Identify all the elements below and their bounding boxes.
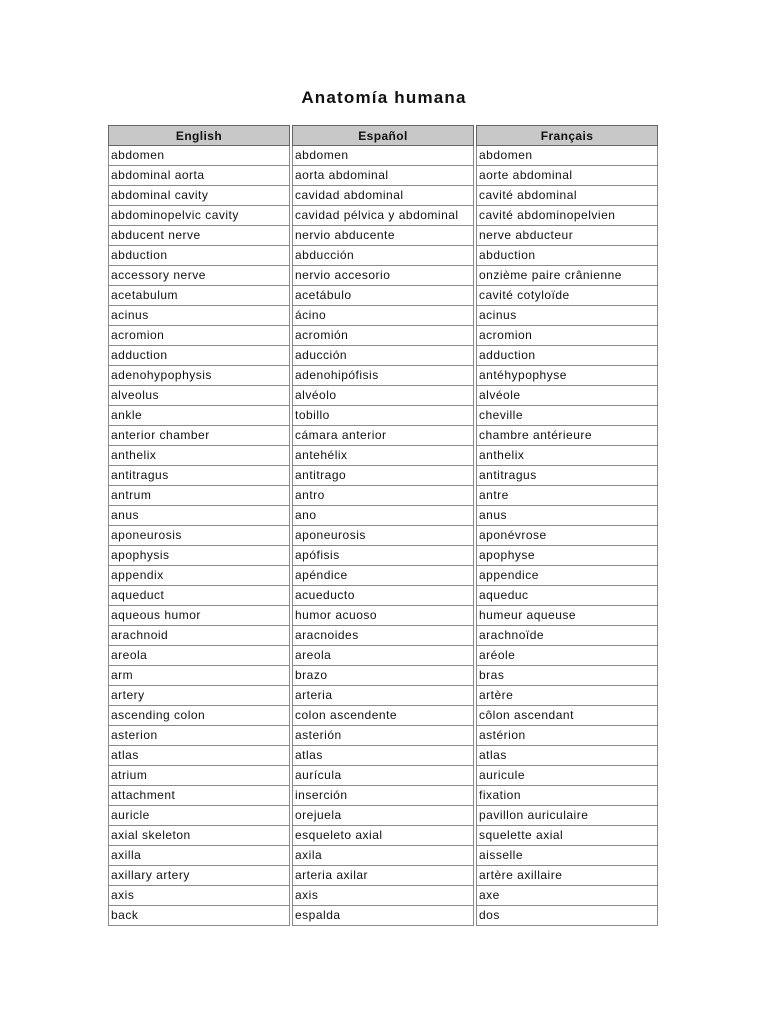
cell-espanol: alvéolo [292,386,474,406]
cell-english: appendix [108,566,290,586]
cell-espanol: areola [292,646,474,666]
table-row [108,866,658,886]
cell-english: abduction [108,246,290,266]
table-row [108,286,658,306]
cell-francais: anthelix [476,446,658,466]
table-row [108,846,658,866]
cell-espanol: adenohipófisis [292,366,474,386]
table-row [108,366,658,386]
cell-english: auricle [108,806,290,826]
table-row [108,306,658,326]
cell-english: acromion [108,326,290,346]
cell-francais: acromion [476,326,658,346]
table-row [108,706,658,726]
column-header-francais: Français [476,125,658,146]
table-row [108,626,658,646]
table-row [108,226,658,246]
cell-espanol: ácino [292,306,474,326]
cell-espanol: espalda [292,906,474,926]
cell-espanol: aducción [292,346,474,366]
cell-espanol: tobillo [292,406,474,426]
table-header-row [108,125,658,146]
cell-espanol: nervio abducente [292,226,474,246]
cell-espanol: aurícula [292,766,474,786]
table-row [108,546,658,566]
cell-english: aqueduct [108,586,290,606]
cell-english: attachment [108,786,290,806]
table-row [108,486,658,506]
cell-english: anus [108,506,290,526]
cell-espanol: arteria axilar [292,866,474,886]
cell-espanol: asterión [292,726,474,746]
cell-francais: antre [476,486,658,506]
cell-espanol: inserción [292,786,474,806]
cell-english: antitragus [108,466,290,486]
cell-francais: acinus [476,306,658,326]
cell-francais: chambre antérieure [476,426,658,446]
cell-espanol: orejuela [292,806,474,826]
table-row [108,506,658,526]
cell-francais: artère [476,686,658,706]
cell-english: areola [108,646,290,666]
cell-espanol: antehélix [292,446,474,466]
cell-espanol: antro [292,486,474,506]
cell-francais: aisselle [476,846,658,866]
cell-francais: bras [476,666,658,686]
table-row [108,446,658,466]
cell-english: ankle [108,406,290,426]
cell-espanol: brazo [292,666,474,686]
cell-francais: cavité abdominopelvien [476,206,658,226]
cell-francais: arachnoïde [476,626,658,646]
cell-english: arachnoid [108,626,290,646]
cell-english: accessory nerve [108,266,290,286]
cell-francais: onzième paire crânienne [476,266,658,286]
cell-espanol: axis [292,886,474,906]
cell-espanol: apófisis [292,546,474,566]
cell-francais: dos [476,906,658,926]
table-row [108,766,658,786]
cell-english: axis [108,886,290,906]
cell-francais: cavité cotyloïde [476,286,658,306]
cell-espanol: apéndice [292,566,474,586]
cell-english: apophysis [108,546,290,566]
cell-francais: aréole [476,646,658,666]
cell-espanol: abducción [292,246,474,266]
table-row [108,786,658,806]
cell-english: back [108,906,290,926]
cell-espanol: aracnoides [292,626,474,646]
table-row [108,746,658,766]
cell-english: axial skeleton [108,826,290,846]
table-row [108,806,658,826]
cell-espanol: cavidad abdominal [292,186,474,206]
cell-english: anterior chamber [108,426,290,446]
cell-espanol: acromión [292,326,474,346]
column-header-english: English [108,125,290,146]
table-body [108,146,658,926]
table-row [108,566,658,586]
cell-english: acinus [108,306,290,326]
cell-english: abdominal cavity [108,186,290,206]
cell-francais: aponévrose [476,526,658,546]
table-row [108,826,658,846]
cell-english: antrum [108,486,290,506]
cell-francais: squelette axial [476,826,658,846]
table-row [108,406,658,426]
cell-english: abdominal aorta [108,166,290,186]
cell-espanol: axila [292,846,474,866]
table-row [108,646,658,666]
table-row [108,266,658,286]
cell-english: adduction [108,346,290,366]
cell-francais: artère axillaire [476,866,658,886]
cell-english: aponeurosis [108,526,290,546]
cell-francais: axe [476,886,658,906]
cell-francais: abdomen [476,146,658,166]
table-row [108,426,658,446]
cell-english: aqueous humor [108,606,290,626]
cell-english: abdominopelvic cavity [108,206,290,226]
table-row [108,686,658,706]
cell-english: axilla [108,846,290,866]
table-row [108,726,658,746]
cell-francais: adduction [476,346,658,366]
table-row [108,466,658,486]
cell-francais: alvéole [476,386,658,406]
cell-espanol: nervio accesorio [292,266,474,286]
cell-english: ascending colon [108,706,290,726]
table-row [108,606,658,626]
cell-espanol: ano [292,506,474,526]
cell-english: alveolus [108,386,290,406]
page-title: Anatomía humana [301,88,467,107]
table-row [108,586,658,606]
table-row [108,526,658,546]
table-row [108,186,658,206]
cell-espanol: humor acuoso [292,606,474,626]
table-row [108,906,658,926]
cell-francais: antitragus [476,466,658,486]
cell-espanol: antitrago [292,466,474,486]
cell-francais: antéhypophyse [476,366,658,386]
table-row [108,346,658,366]
cell-english: adenohypophysis [108,366,290,386]
cell-english: atlas [108,746,290,766]
cell-english: asterion [108,726,290,746]
cell-espanol: aponeurosis [292,526,474,546]
cell-english: atrium [108,766,290,786]
cell-francais: astérion [476,726,658,746]
cell-espanol: aorta abdominal [292,166,474,186]
table-row [108,886,658,906]
table-row [108,326,658,346]
cell-espanol: esqueleto axial [292,826,474,846]
cell-english: arm [108,666,290,686]
cell-francais: abduction [476,246,658,266]
cell-francais: aorte abdominal [476,166,658,186]
cell-francais: apophyse [476,546,658,566]
cell-espanol: abdomen [292,146,474,166]
cell-espanol: arteria [292,686,474,706]
cell-espanol: acueducto [292,586,474,606]
table-row [108,166,658,186]
cell-english: abdomen [108,146,290,166]
cell-francais: atlas [476,746,658,766]
cell-espanol: acetábulo [292,286,474,306]
table-row [108,206,658,226]
table-row [108,386,658,406]
cell-francais: fixation [476,786,658,806]
cell-espanol: atlas [292,746,474,766]
cell-francais: auricule [476,766,658,786]
cell-espanol: cámara anterior [292,426,474,446]
cell-francais: appendice [476,566,658,586]
cell-english: axillary artery [108,866,290,886]
cell-francais: pavillon auriculaire [476,806,658,826]
cell-english: anthelix [108,446,290,466]
column-header-espanol: Español [292,125,474,146]
cell-francais: anus [476,506,658,526]
cell-francais: aqueduc [476,586,658,606]
cell-english: artery [108,686,290,706]
cell-francais: cheville [476,406,658,426]
vocabulary-table [106,125,660,926]
cell-english: acetabulum [108,286,290,306]
cell-francais: humeur aqueuse [476,606,658,626]
cell-francais: côlon ascendant [476,706,658,726]
cell-espanol: cavidad pélvica y abdominal [292,206,474,226]
table-row [108,146,658,166]
cell-francais: nerve abducteur [476,226,658,246]
cell-espanol: colon ascendente [292,706,474,726]
table-row [108,246,658,266]
cell-francais: cavité abdominal [476,186,658,206]
table-row [108,666,658,686]
cell-english: abducent nerve [108,226,290,246]
